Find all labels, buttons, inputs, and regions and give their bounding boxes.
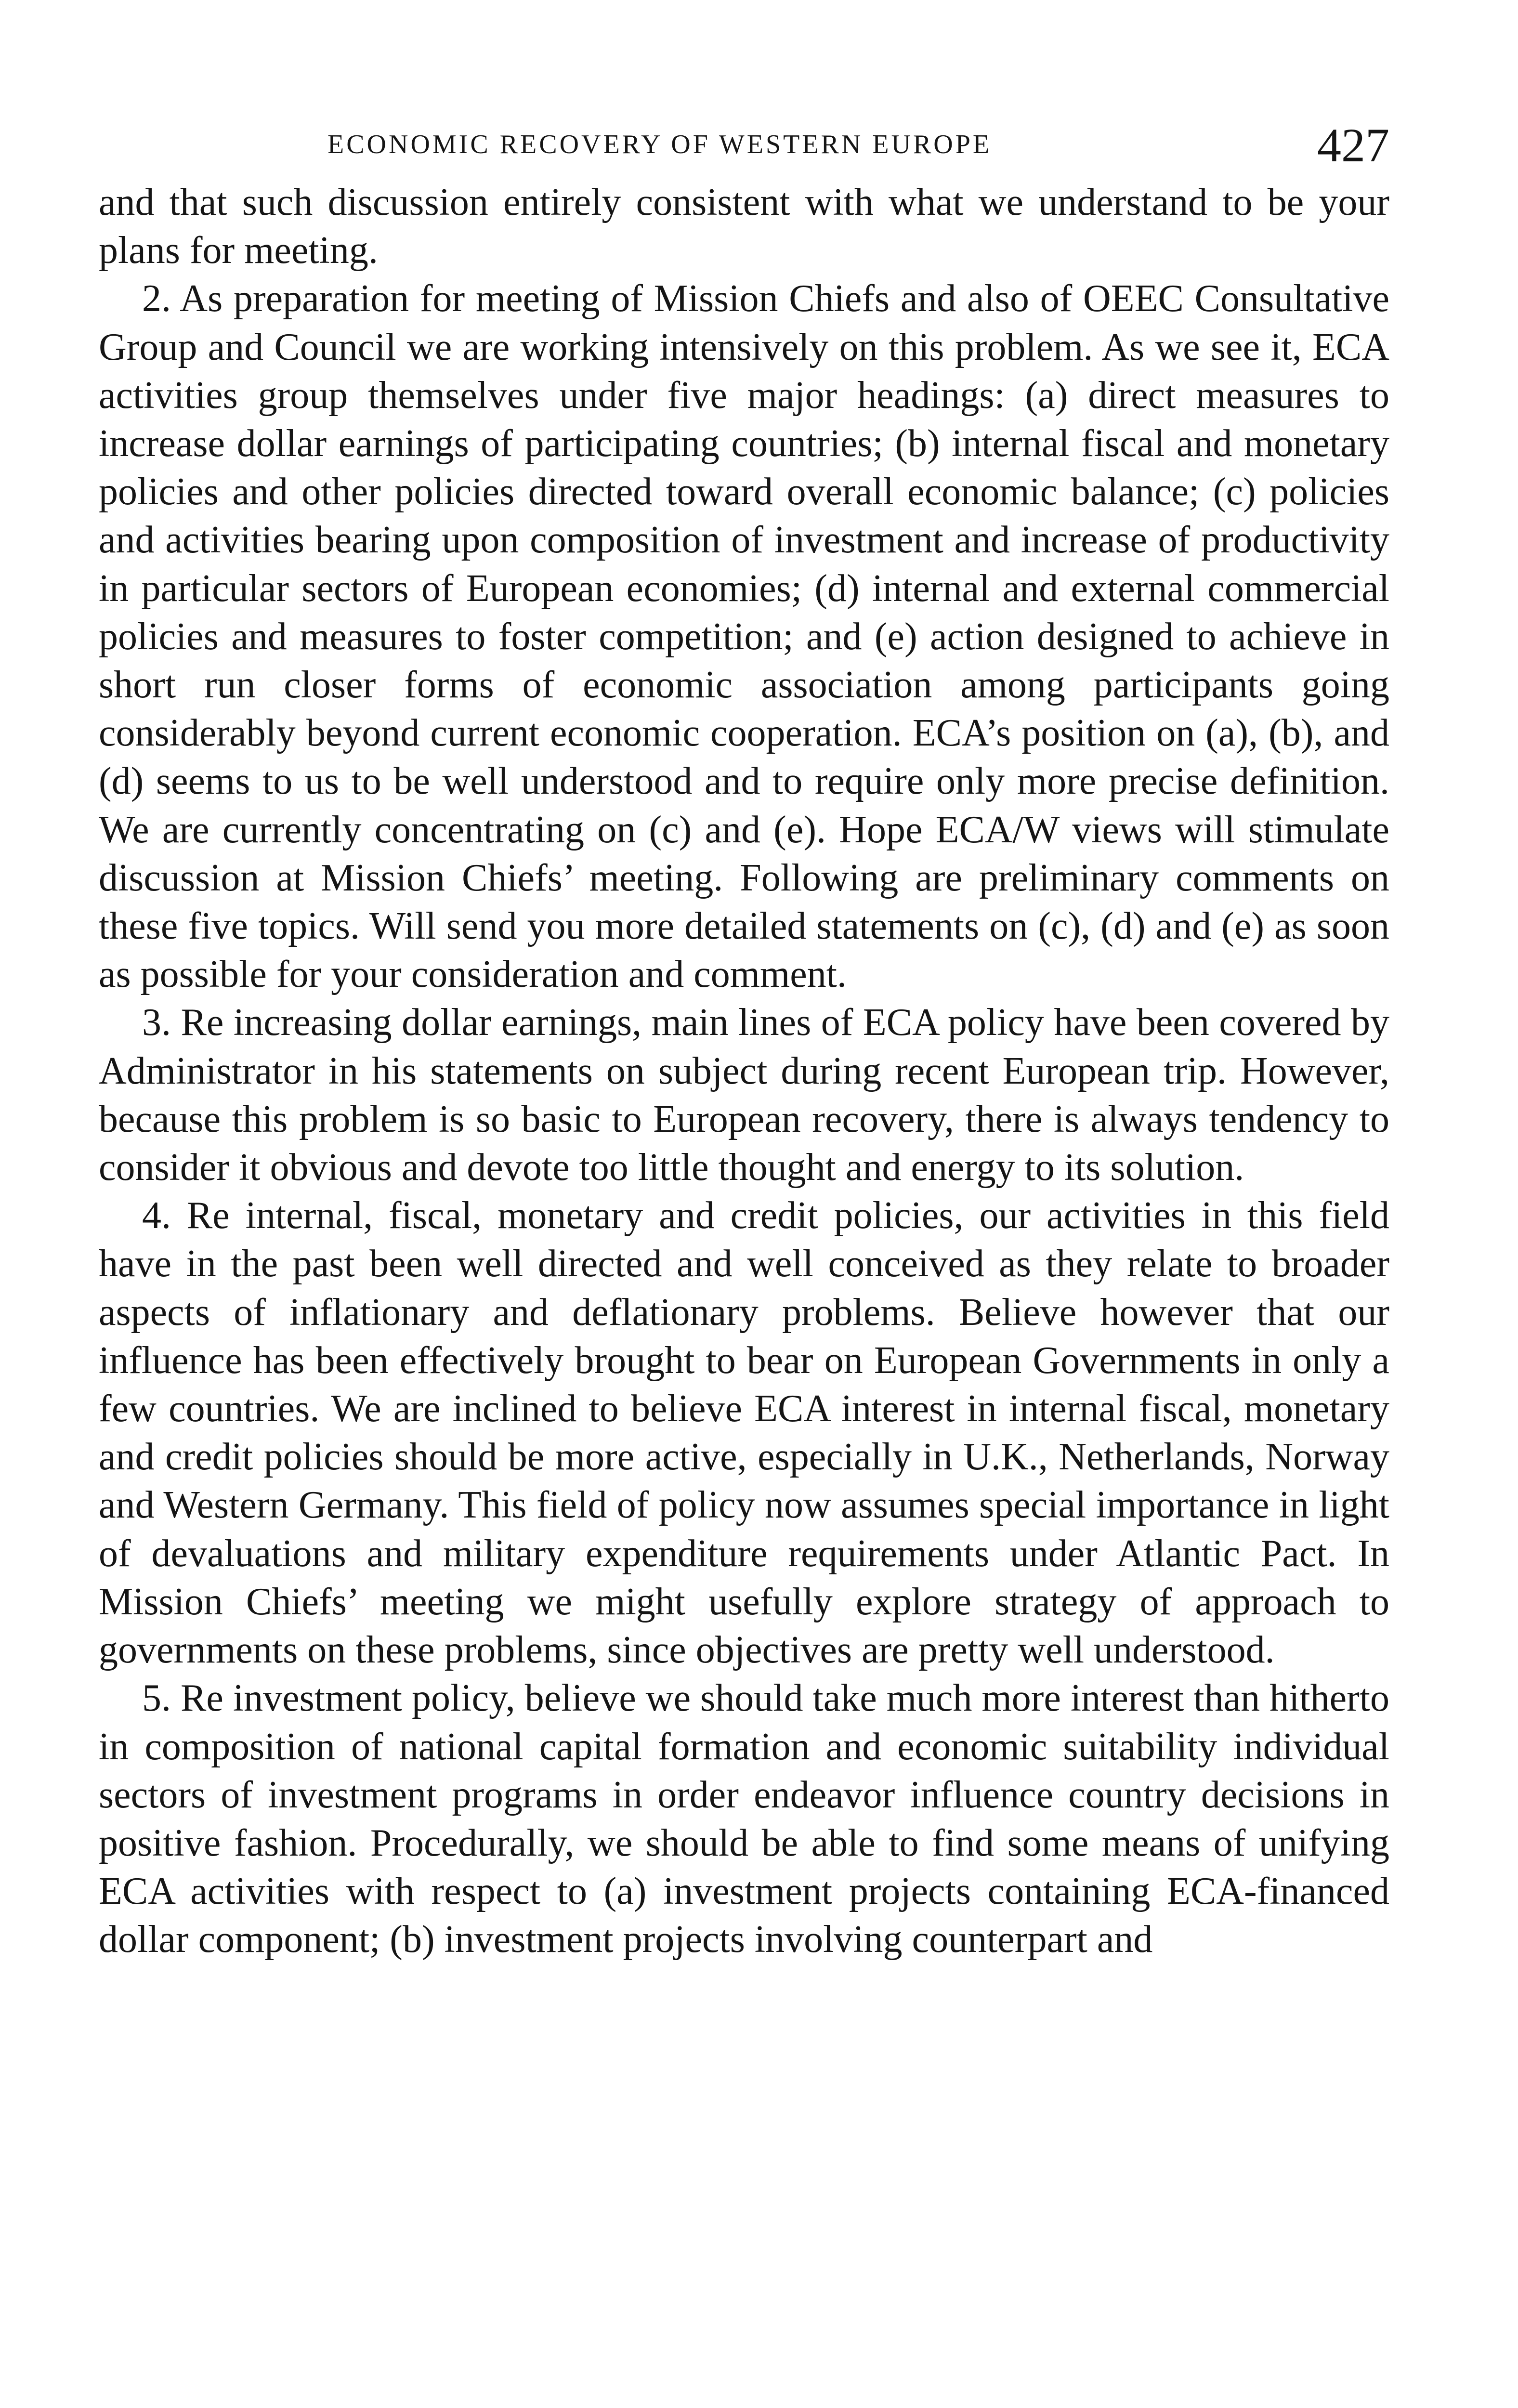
paragraph-3: 3. Re increasing dollar earnings, main lines of ECA policy have been covered by Administrator in his statements on subject during recent European trip. However, because this problem is so basic to European recovery, there is always tendency to consider it obvious and devote too little thought and energy to its solution. <box>99 1001 1389 1189</box>
page-number: 427 <box>1317 118 1389 172</box>
paragraph-5: 5. Re investment policy, believe we should take much more interest than hitherto in composition of national capital formation and economic suitability individual sectors of investment programs in order endeavor influence country decisions in positive fashion. Procedurally, we should be able to find some means of unifying ECA activities with respect to (a) investment projects containing ECA-financed dollar component; (b) investment projects involving counterpart and <box>99 1677 1389 1961</box>
paragraph-4: 4. Re internal, fiscal, monetary and credit policies, our activities in this field have in the past been well directed and well conceived as they relate to broader aspects of inflationary and deflationary problems. Believe however that our influence has been effectively brought to bear on European Governments in only a few countries. We are inclined to believe ECA interest in internal fiscal, monetary and credit policies should be more active, especially in U.K., Netherlands, Norway and Western Germany. This field of policy now assumes special importance in light of devaluations and military expenditure requirements under Atlantic Pact. In Mission Chiefs’ meeting we might usefully explore strategy of approach to governments on these problems, since objectives are pretty well understood. <box>99 1194 1389 1672</box>
document-page <box>99 120 1389 1964</box>
running-title: ECONOMIC RECOVERY OF WESTERN EUROPE <box>327 130 992 159</box>
paragraph-continued: and that such discussion entirely consistent with what we understand to be your plans for meeting. <box>99 181 1389 272</box>
paragraph-2: 2. As preparation for meeting of Mission Chiefs and also of OEEC Consultative Group and Council we are working intensively on this problem. As we see it, ECA activities group themselves under five major headings: (a) direct measures to increase dollar earnings of participating countries; (b) internal fiscal and monetary policies and other policies directed toward overall economic balance; (c) policies and activities bearing upon composition of investment and increase of productivity in particular sectors of European economies; (d) internal and external commercial policies and measures to foster competition; and (e) action designed to achieve in short run closer forms of economic association among participants going considerably beyond current economic cooperation. ECA’s position on (a), (b), and (d) seems to us to be well understood and to require only more precise definition. We are currently concentrating on (c) and (e). Hope ECA/W views will stimulate discussion at Mission Chiefs’ meeting. Following are preliminary comments on these five topics. Will send you more detailed statements on (c), (d) and (e) as soon as possible for your consideration and comment. <box>99 277 1389 996</box>
body-text <box>99 178 1389 1964</box>
running-header <box>99 120 1389 178</box>
